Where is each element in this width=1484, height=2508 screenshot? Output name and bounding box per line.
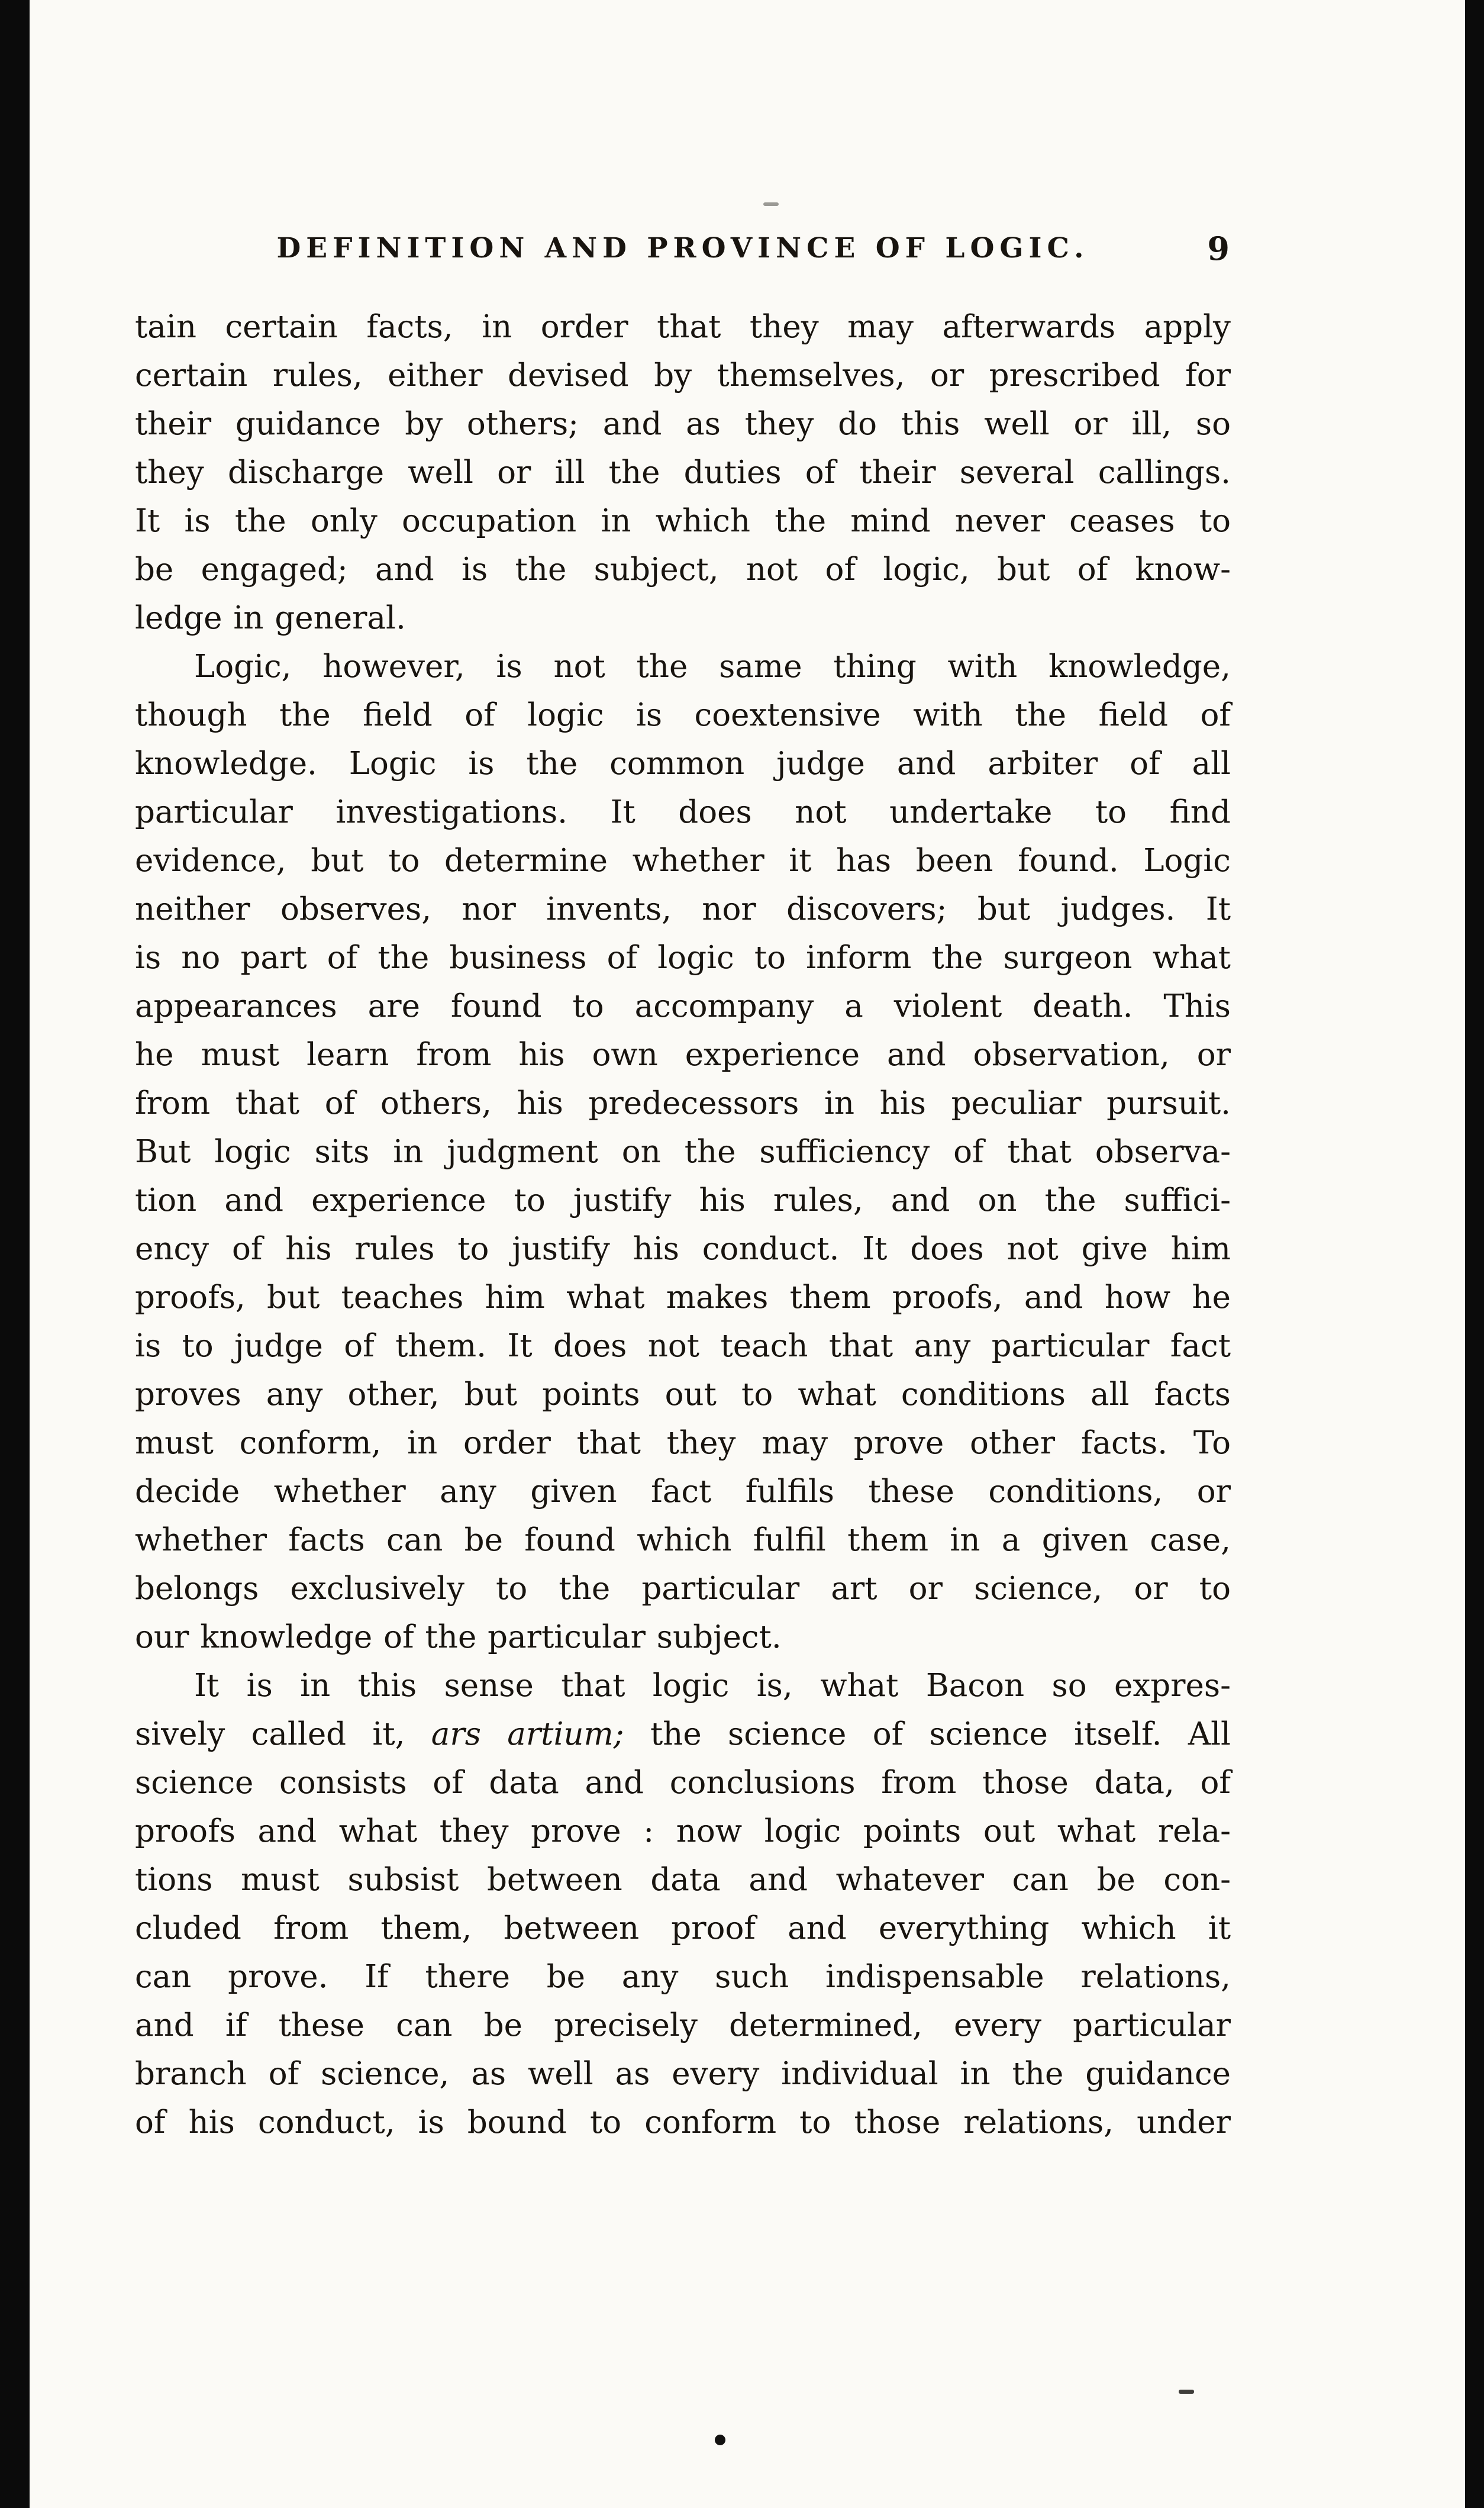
text-line: their guidance by others; and as they do this well or ill, so bbox=[135, 406, 1231, 442]
text-line: must conform, in order that they may prove other facts. To bbox=[135, 1425, 1231, 1461]
text-line: ency of his rules to justify his conduct. It does not give him bbox=[135, 1231, 1231, 1267]
text-line: tain certain facts, in order that they may afterwards apply bbox=[135, 309, 1231, 345]
running-title: DEFINITION AND PROVINCE OF LOGIC. bbox=[276, 232, 1089, 265]
text-line: can prove. If there be any such indispensable relations, bbox=[135, 1959, 1231, 1995]
text-line: proofs and what they prove : now logic points out what rela- bbox=[135, 1813, 1231, 1849]
text-line: science consists of data and conclusions from those data, of bbox=[135, 1765, 1231, 1801]
text-line: is no part of the business of logic to inform the surgeon what bbox=[135, 940, 1231, 976]
text-line: from that of others, his predecessors in his peculiar pursuit. bbox=[135, 1085, 1231, 1121]
paragraph bbox=[135, 643, 1231, 1662]
text-block bbox=[135, 303, 1231, 2147]
text-line: certain rules, either devised by themselves, or prescribed for bbox=[135, 357, 1231, 394]
text-line: tions must subsist between data and whatever can be con- bbox=[135, 1862, 1231, 1898]
text-line: Logic, however, is not the same thing with knowledge, bbox=[194, 649, 1231, 685]
text-line: though the field of logic is coextensive with the field of bbox=[135, 697, 1231, 733]
text-line: It is in this sense that logic is, what Bacon so expres- bbox=[194, 1668, 1231, 1704]
text-line: appearances are found to accompany a violent death. This bbox=[135, 988, 1231, 1024]
paragraph bbox=[135, 1662, 1231, 2147]
text-line: knowledge. Logic is the common judge and arbiter of all bbox=[135, 746, 1231, 782]
text-line: neither observes, nor invents, nor discovers; but judges. It bbox=[135, 891, 1231, 927]
text-line: particular investigations. It does not undertake to find bbox=[135, 794, 1231, 830]
text-line: is to judge of them. It does not teach that any particular fact bbox=[135, 1328, 1231, 1364]
scan-edge-right bbox=[1465, 0, 1484, 2508]
text-line: It is the only occupation in which the mind never ceases to bbox=[135, 503, 1231, 539]
page-number: 9 bbox=[1207, 230, 1230, 267]
text-line: be engaged; and is the subject, not of logic, but of know- bbox=[135, 552, 1231, 588]
ink-dot-artifact bbox=[715, 2435, 725, 2445]
text-line: belongs exclusively to the particular art or science, or to bbox=[135, 1571, 1231, 1607]
text-line: proves any other, but points out to what conditions all facts bbox=[135, 1377, 1231, 1413]
page-header bbox=[135, 232, 1231, 273]
paragraph bbox=[135, 303, 1231, 643]
text-line: decide whether any given fact fulfils these conditions, or bbox=[135, 1474, 1231, 1510]
text-line: whether facts can be found which fulfil them in a given case, bbox=[135, 1522, 1231, 1558]
text-line: But logic sits in judgment on the sufficiency of that observa- bbox=[135, 1134, 1231, 1170]
text-line: of his conduct, is bound to conform to those relations, under bbox=[135, 2104, 1231, 2140]
text-line: and if these can be precisely determined, every particular bbox=[135, 2007, 1231, 2043]
text-line: cluded from them, between proof and everything which it bbox=[135, 1910, 1231, 1946]
scan-edge-left bbox=[0, 0, 30, 2508]
text-line: branch of science, as well as every individual in the guidance bbox=[135, 2056, 1231, 2092]
text-line: ledge in general. bbox=[135, 600, 406, 636]
text-line: evidence, but to determine whether it has been found. Logic bbox=[135, 843, 1231, 879]
scan-artifact-dash-bottom bbox=[1179, 2390, 1194, 2394]
text-line: he must learn from his own experience and observation, or bbox=[135, 1037, 1231, 1073]
text-line: sively called it, ars artium; the science of science itself. All bbox=[135, 1716, 1231, 1752]
text-line: they discharge well or ill the duties of their several callings. bbox=[135, 454, 1231, 491]
scan-artifact-dash-top bbox=[763, 202, 779, 206]
text-line: tion and experience to justify his rules, and on the suffici- bbox=[135, 1182, 1231, 1218]
text-line: our knowledge of the particular subject. bbox=[135, 1619, 782, 1655]
text-line: proofs, but teaches him what makes them proofs, and how he bbox=[135, 1279, 1231, 1316]
